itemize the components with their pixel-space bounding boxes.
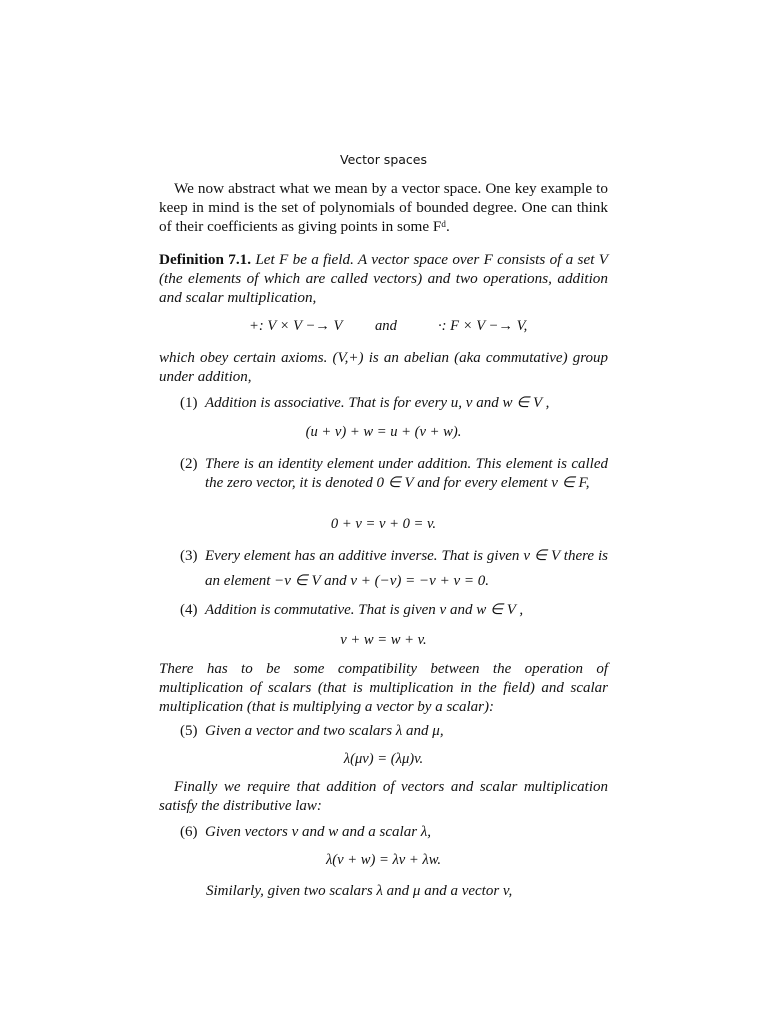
axiom-6 [180, 823, 608, 842]
axioms-intro: which obey certain axioms. (V,+) is an abelian (aka commutative) group under addition, [159, 350, 608, 385]
definition-paragraph [159, 250, 608, 307]
axiom-number: (3) [180, 548, 198, 564]
axiom-number: (4) [180, 602, 198, 618]
axiom-2 [180, 455, 608, 493]
definition-label: Definition 7.1. [159, 251, 252, 268]
axiom-4 [180, 601, 608, 620]
axiom-number: (2) [180, 456, 198, 472]
axiom-number: (5) [180, 723, 198, 739]
axiom-text: There is an identity element under addition. This element is called the zero vector, it is denoted 0 ∈ V and for every element v ∈ F, [205, 456, 608, 491]
axiom-4-formula: v + w = w + v. [340, 632, 427, 648]
axiom-2-formula: 0 + v = v + 0 = v. [330, 516, 437, 532]
distributive-paragraph: Finally we require that addition of vectors and scalar multiplication satisfy the distributive law: [159, 779, 608, 814]
page-header: Vector spaces [340, 152, 427, 167]
axiom-text: Given vectors v and w and a scalar λ, [205, 824, 432, 840]
axiom-5 [180, 722, 608, 741]
compatibility-paragraph: There has to be some compatibility between the operation of multiplication of scalars (that is multiplication in the field) and scalar multiplication (that is multiplying a vector by a scalar): [159, 661, 608, 715]
axiom-text: Addition is commutative. That is given v and w ∈ V , [205, 602, 524, 618]
axiom-number: (1) [180, 395, 198, 411]
scalar-operation: ·: F × V −→ V, [438, 318, 528, 334]
axiom-1 [180, 394, 608, 413]
axiom-1-formula: (u + v) + w = u + (v + w). [305, 424, 462, 440]
similarly-paragraph: Similarly, given two scalars λ and μ and a vector v, [206, 883, 513, 899]
addition-operation: +: V × V −→ V [249, 318, 343, 334]
intro-paragraph: We now abstract what we mean by a vector space. One key example to keep in mind is the set of polynomials of bounded degree. One can think of their coefficients as giving points in some Fᵈ. [159, 180, 608, 235]
axiom-text: Every element has an additive inverse. That is given v ∈ V there is an element −v ∈ V and v + (−v) = −v + v = 0. [205, 548, 608, 589]
page [159, 0, 608, 1024]
axiom-text: Given a vector and two scalars λ and μ, [205, 723, 444, 739]
axiom-number: (6) [180, 824, 198, 840]
definition-text: Let F be a field. A vector space over F consists of a set V (the elements of which are called vectors) and two operations, addition and scalar multiplication, [159, 251, 608, 306]
axiom-5-formula: λ(μv) = (λμ)v. [343, 751, 424, 767]
axiom-6-formula: λ(v + w) = λv + λw. [325, 852, 442, 868]
axiom-text: Addition is associative. That is for every u, v and w ∈ V , [205, 395, 550, 411]
operations-connector: and [375, 318, 397, 334]
axiom-3 [180, 544, 608, 594]
